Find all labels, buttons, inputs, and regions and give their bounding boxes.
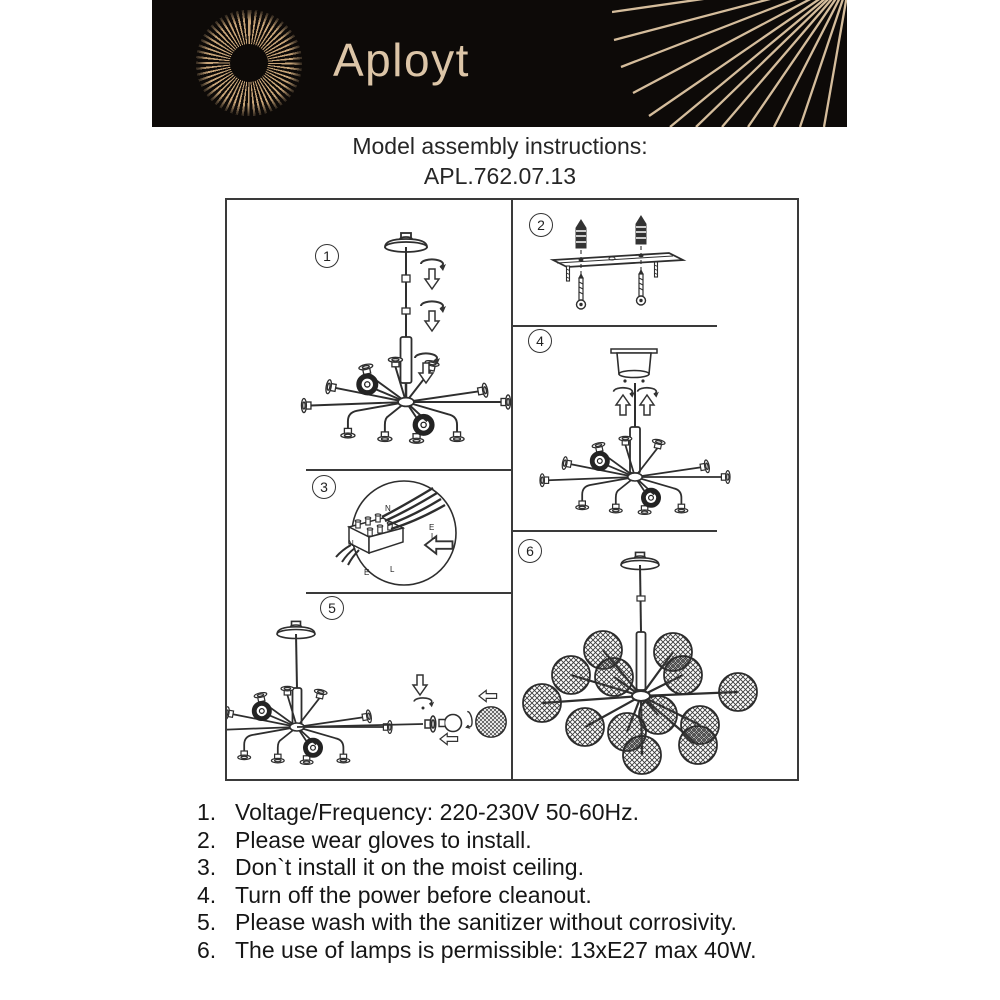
note-text: Please wash with the sanitizer without corrosivity. [235,909,737,935]
note-number: 1. [197,799,217,825]
insert-arrow-icon [479,690,497,701]
step-1-badge: 1 [315,244,339,268]
note-number: 3. [197,854,217,880]
note-item [197,827,757,855]
note-item [197,799,757,827]
note-text: Voltage/Frequency: 220-230V 50-60Hz. [235,799,640,825]
step-2-badge: 2 [529,213,553,237]
note-text: Please wear gloves to install. [235,826,532,853]
ceiling-canopy [611,349,657,383]
step-5-badge: 5 [320,596,344,620]
wire-label-e2: E [364,568,370,577]
step-3-illustration [227,473,513,592]
model-number: APL.762.07.13 [423,162,577,189]
insert-arrow-icon [440,733,458,744]
mounting-bracket [553,253,683,267]
note-item [197,882,757,910]
title-block [0,132,1000,191]
attach-direction-arrows [614,388,659,415]
note-text: Don`t install it on the moist ceiling. [235,854,584,880]
sunburst-logo-icon [196,10,302,116]
note-text: The use of lamps is permissible: 13xE27 max 40W. [235,936,757,963]
brand-header [152,0,847,127]
wall-anchor-icon [636,216,646,244]
instructions-title: Model assembly instructions: [352,133,648,159]
note-number: 4. [197,881,217,908]
assembly-diagram [225,198,799,781]
step-5-illustration [227,596,513,779]
wire-label-l2: L [390,565,395,574]
rotate-arrow-icon [462,711,473,730]
step-4-illustration [513,327,797,530]
brand-wordmark: Aployt [333,34,470,86]
wire-label-n2: N [348,539,354,548]
wall-anchor-icon [576,220,586,248]
step-3-badge: 3 [312,475,336,499]
note-number: 5. [197,909,217,935]
rays-decoration-icon [612,0,847,127]
note-number: 2. [197,826,217,853]
note-item [197,937,757,965]
notes-list [197,799,757,964]
open-socket [425,716,436,732]
step-1-illustration [227,220,513,470]
step-6-badge: 6 [518,539,542,563]
panel-divider-left-2 [306,592,513,594]
mounting-screw-icon [577,274,586,309]
note-number: 6. [197,936,217,963]
note-item [197,909,757,937]
note-text: Turn off the power before cleanout. [235,881,592,908]
wire-label-l: L [431,532,436,541]
mounting-screw-icon [637,270,646,305]
note-item [197,854,757,882]
step-4-badge: 4 [528,329,552,353]
rotate-arrow-icon [414,698,434,707]
glass-globe-icon [476,707,506,737]
step-2-illustration [513,200,797,325]
step-6-illustration [513,532,797,779]
light-bulb-icon [439,715,462,732]
wire-label-n: N [385,504,391,513]
down-arrow-icon [413,675,427,695]
wire-label-e: E [429,523,435,532]
